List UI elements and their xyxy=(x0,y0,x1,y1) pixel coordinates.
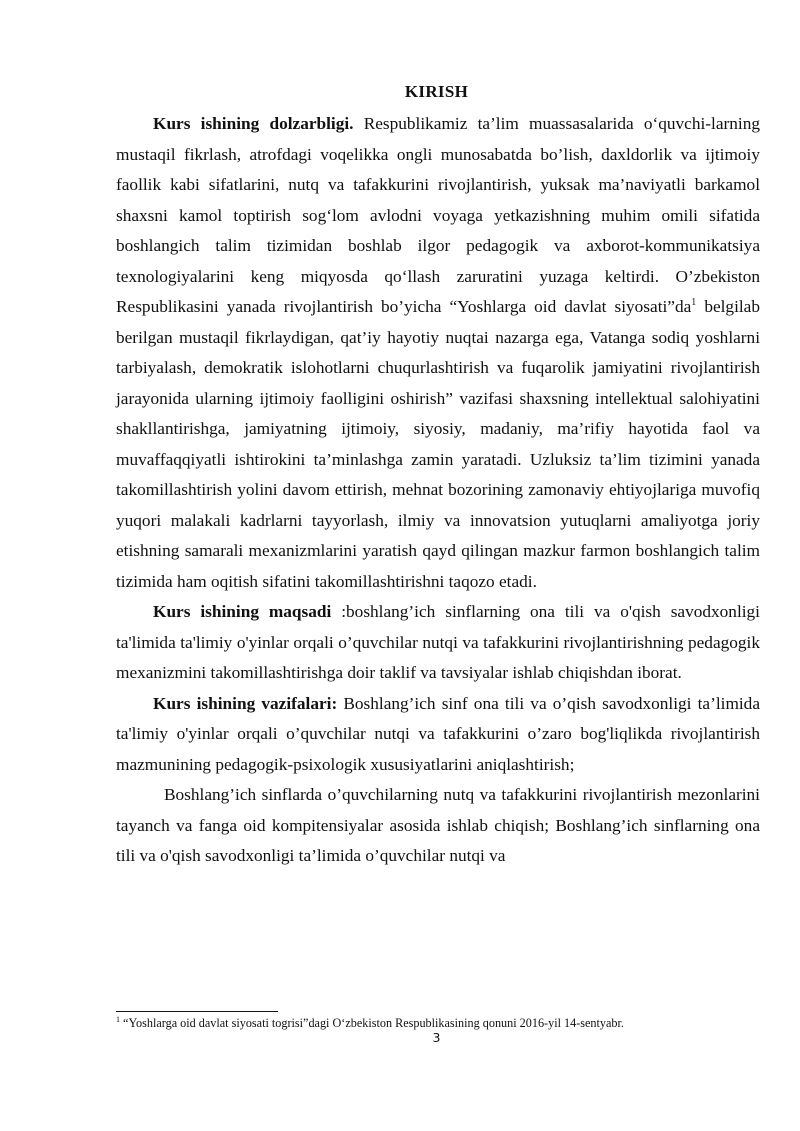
paragraph-text: belgilab berilgan mustaqil fikrlaydigan, qat’iy hayotiy nuqtai nazarga ega, Vatanga sodiq yoshlarni tarbiyalash, demokratik islohotlarni chuqurlashtirish va fuqarolik jamiyatini rivojlantirish jarayonida ularning ijtimoiy faolligini oshirish” vazifasi shaxsning intellektual salohiyatini shakllantirishga, jamiyatning ijtimoiy, siyosiy, madaniy, ma’rifiy hayotida faol va muvaffaqqiyatli ishtirokini ta’minlashga zamin yaratadi. Uzluksiz ta’lim tizimini yanada takomillashtirish yolini davom ettirish, mehnat bozorining zamonaviy ehtiyojlariga muvofiq yuqori malakali kadrlarni tayyorlash, ilmiy va innovatsion yutuqlarni amaliyotga joriy etishning samarali mexanizmlarini yaratish qayd qilingan mazkur farmon boshlangich talim tizimida ham oqitish sifatini takomillashtirishni taqozo etadi. xyxy=(116,297,760,591)
footnote-separator xyxy=(116,1011,278,1012)
paragraph-heading: Kurs ishining maqsadi xyxy=(153,602,332,621)
paragraph-relevance xyxy=(116,109,760,597)
paragraph-text: Respublikamiz ta’lim muassasalarida o‘quvchi-larning mustaqil fikrlash, atrofdagi voqelikka ongli munosabatda bo’lish, daxldorlik va ijtimoiy faollik kabi sifatlarini, nutq va tafakkurini rivojlantirish, yuksak ma’naviyatli barkamol shaxsni kamol toptirish sog‘lom avlodni voyaga yetkazishning muhim omili sifatida boshlangich talim tizimidan boshlab ilgor pedagogik va axborot-kommunikatsiya texnologiyalarini keng miqyosda qo‘llash zaruratini yuzaga keltirdi. O’zbekiston Respublikasini yanada rivojlantirish bo’yicha “Yoshlarga oid davlat siyosati”da xyxy=(116,114,761,316)
paragraph-tasks xyxy=(116,689,760,781)
paragraph-goal xyxy=(116,597,760,689)
footnote-marker: 1 xyxy=(116,1014,120,1024)
paragraph-heading: Kurs ishining vazifalari: xyxy=(153,693,338,713)
paragraph-text: Boshlang’ich sinflarda o’quvchilarning nutq va tafakkurini rivojlantirish mezonlarini tayanch va fanga oid kompitensiyalar asosida ishlab chiqish; Boshlang’ich sinflarning ona tili va o'qish savodxonligi ta’limida o’quvchilar nutqi va xyxy=(116,785,760,865)
footnote xyxy=(116,1015,776,1031)
page-title: KIRISH xyxy=(404,82,469,101)
page-number: 3 xyxy=(432,1030,441,1045)
footnote-reference[interactable]: 1 xyxy=(691,297,697,309)
body-text xyxy=(116,109,760,872)
paragraph-heading: Kurs ishining dolzarbligi. xyxy=(153,114,354,133)
paragraph-text: Boshlang’ich sinf ona tili va o’qish savodxonligi ta’limida ta'limiy o'yinlar orqali o’quvchilar nutqi va tafakkurini o’zaro bog'liqlikda rivojlantirish mazmunining pedagogik-psixologik xususiyatlarini aniqlashtirish; xyxy=(116,693,760,774)
paragraph-tasks-continued xyxy=(116,780,760,872)
paragraph-text: :boshlang’ich sinflarning ona tili va o'qish savodxonligi ta'limida ta'limiy o'yinlar orqali o’quvchilar nutqi va tafakkurini rivojlantirishning pedagogik mexanizmini takomillashtirishga doir taklif va tavsiyalar ishlab chiqishdan iborat. xyxy=(116,602,760,682)
footnote-text: “Yoshlarga oid davlat siyosati togrisi”dagi O‘zbekiston Respublikasining qonuni 2016-yil 14-sentyabr. xyxy=(120,1016,624,1030)
